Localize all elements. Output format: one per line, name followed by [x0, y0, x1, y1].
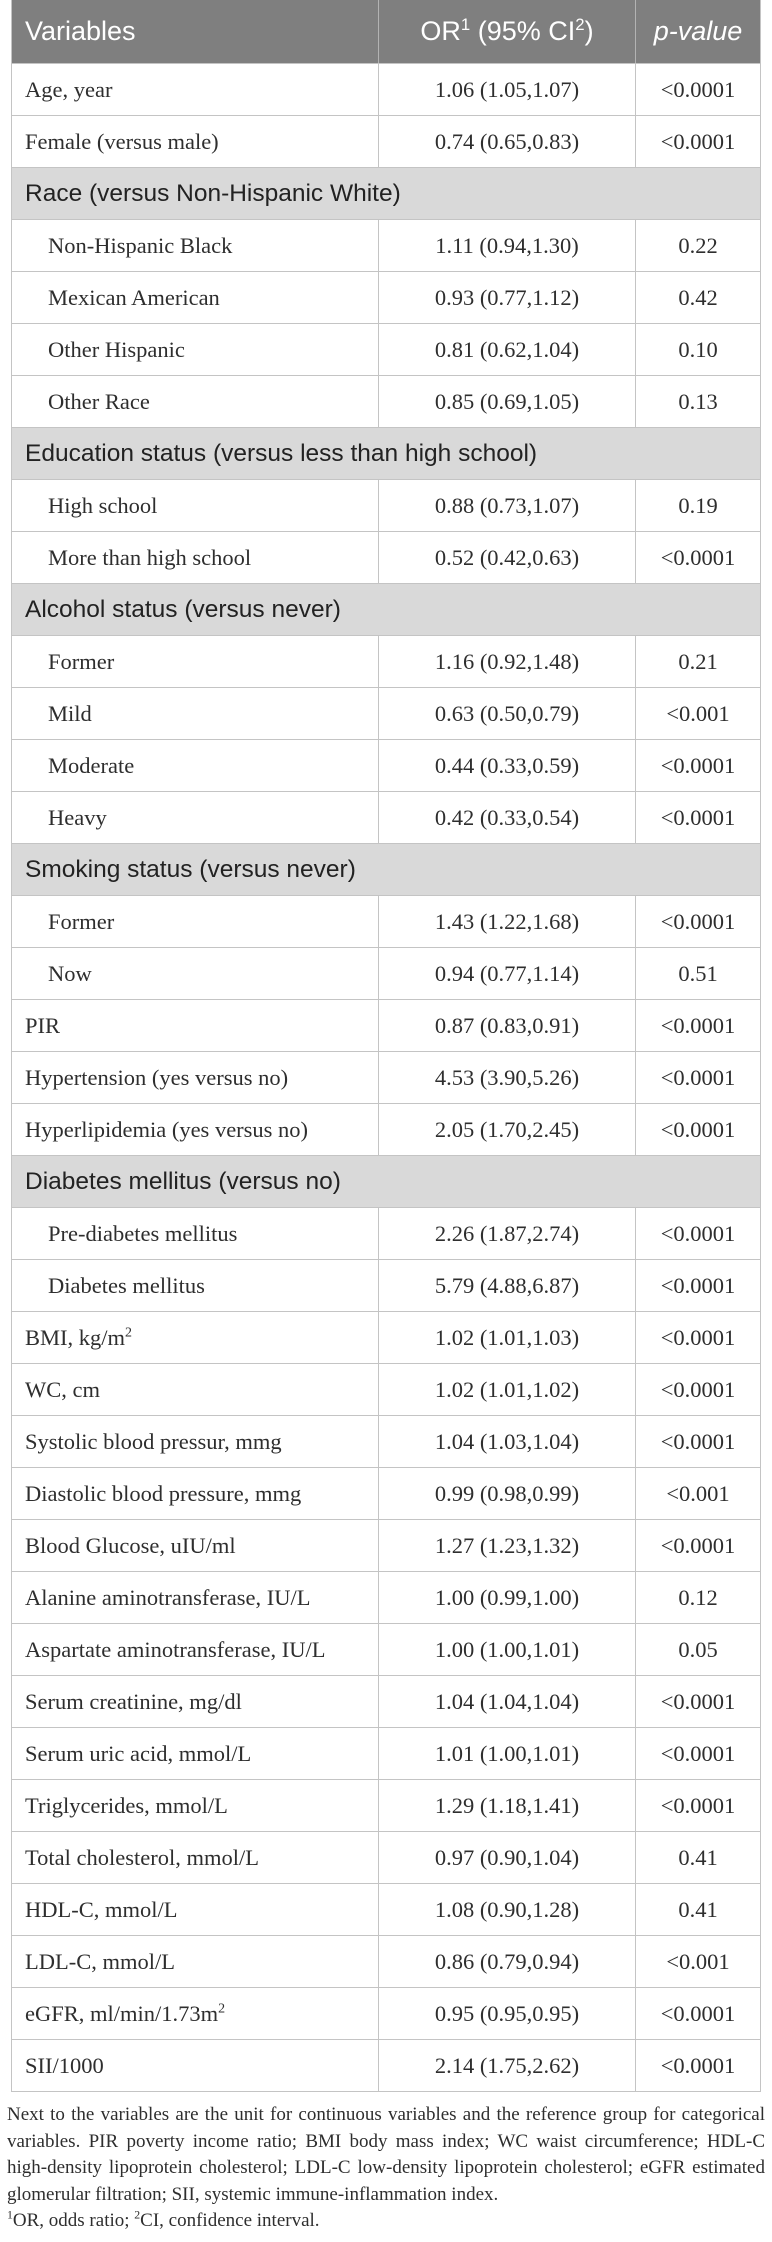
- table-row: [12, 1676, 760, 1728]
- table-row: [12, 376, 760, 428]
- row-p-value: <0.0001: [660, 76, 736, 102]
- header-or-footnote-mark: 1: [460, 15, 471, 34]
- table-row: [12, 1208, 760, 1260]
- header-ci-close: ): [584, 16, 594, 46]
- row-or-ci: 4.53 (3.90,5.26): [379, 1052, 636, 1103]
- section-label: Education status (versus less than high school): [25, 439, 538, 467]
- table-row: [12, 1572, 760, 1624]
- row-p-value: <0.0001: [660, 544, 736, 570]
- table-row: [12, 220, 760, 272]
- row-label: Non-Hispanic Black: [12, 220, 379, 271]
- row-label: Pre-diabetes mellitus: [12, 1208, 379, 1259]
- table-row: [12, 2040, 760, 2092]
- table-header: [12, 0, 760, 64]
- row-label: SII/1000: [12, 2040, 379, 2091]
- row-or-ci: 1.27 (1.23,1.32): [379, 1520, 636, 1571]
- row-p-value: <0.0001: [660, 1272, 736, 1298]
- header-variables: Variables: [12, 0, 379, 63]
- row-p-value: <0.0001: [660, 804, 736, 830]
- row-or-ci: 0.97 (0.90,1.04): [379, 1832, 636, 1883]
- row-or-ci: 1.16 (0.92,1.48): [379, 636, 636, 687]
- row-label: Aspartate aminotransferase, IU/L: [12, 1624, 379, 1675]
- row-or-ci: 0.93 (0.77,1.12): [379, 272, 636, 323]
- row-or-ci: 1.01 (1.00,1.01): [379, 1728, 636, 1779]
- row-p-value: <0.001: [666, 1948, 730, 1974]
- row-label-text: [25, 1325, 132, 1351]
- table-row: [12, 1728, 760, 1780]
- row-p-value: <0.0001: [660, 1012, 736, 1038]
- row-label: Other Hispanic: [12, 324, 379, 375]
- row-label: HDL-C, mmol/L: [12, 1884, 379, 1935]
- row-label: Total cholesterol, mmol/L: [12, 1832, 379, 1883]
- row-or-ci: 0.63 (0.50,0.79): [379, 688, 636, 739]
- row-p-value: 0.51: [678, 960, 718, 986]
- table-row: [12, 1000, 760, 1052]
- row-or-ci: 0.94 (0.77,1.14): [379, 948, 636, 999]
- table-row: [12, 1780, 760, 1832]
- table-row: [12, 1468, 760, 1520]
- row-or-ci: 1.08 (0.90,1.28): [379, 1884, 636, 1935]
- section-label: Diabetes mellitus (versus no): [25, 1167, 341, 1195]
- header-ci-footnote-mark: 2: [575, 15, 585, 34]
- row-p-value: <0.0001: [660, 1324, 736, 1350]
- row-p-value: 0.19: [678, 492, 718, 518]
- row-p-value: <0.0001: [660, 1220, 736, 1246]
- table-row: [12, 1260, 760, 1312]
- row-p-value: 0.41: [678, 1844, 718, 1870]
- row-or-ci: 1.02 (1.01,1.02): [379, 1364, 636, 1415]
- row-label: Alanine aminotransferase, IU/L: [12, 1572, 379, 1623]
- row-or-ci: 0.86 (0.79,0.94): [379, 1936, 636, 1987]
- row-label: Hypertension (yes versus no): [12, 1052, 379, 1103]
- table-row: [12, 1104, 760, 1156]
- row-or-ci: 1.00 (1.00,1.01): [379, 1624, 636, 1675]
- footnote-abbreviations: Next to the variables are the unit for continuous variables and the reference group for categorical variables. PIR poverty income ratio; BMI body mass index; WC waist circumference; HDL-C high-density lipoprotein cholesterol; LDL-C low-density lipoprotein cholesterol; eGFR estimated glomerular filtration; SII, systemic immune-inflammation index.: [7, 2104, 765, 2205]
- row-label: Other Race: [12, 376, 379, 427]
- row-p-value: <0.0001: [660, 1376, 736, 1402]
- table-row: [12, 792, 760, 844]
- row-p-value: <0.0001: [660, 1740, 736, 1766]
- row-label: Former: [12, 896, 379, 947]
- row-label: High school: [12, 480, 379, 531]
- row-p-value: <0.001: [666, 1480, 730, 1506]
- table-row: [12, 324, 760, 376]
- row-label: Former: [12, 636, 379, 687]
- table-row: [12, 532, 760, 584]
- table-row: [12, 480, 760, 532]
- header-or: OR: [420, 16, 461, 46]
- row-or-ci: 0.99 (0.98,0.99): [379, 1468, 636, 1519]
- row-or-ci: 1.06 (1.05,1.07): [379, 64, 636, 115]
- row-label: [12, 1312, 379, 1363]
- row-label-text: [25, 2001, 225, 2027]
- table-row: [12, 1624, 760, 1676]
- row-label-main: BMI, kg/m: [25, 1324, 126, 1350]
- footnote-definitions: [7, 2208, 765, 2235]
- row-p-value: <0.0001: [660, 1792, 736, 1818]
- row-or-ci: 0.52 (0.42,0.63): [379, 532, 636, 583]
- table-row: [12, 1052, 760, 1104]
- row-or-ci: 0.74 (0.65,0.83): [379, 116, 636, 167]
- row-label-main: eGFR, ml/min/1.73m: [25, 2000, 219, 2026]
- section-row-smoking: [12, 844, 760, 896]
- table-row: [12, 1832, 760, 1884]
- table-row: [12, 1312, 760, 1364]
- row-label: Age, year: [12, 64, 379, 115]
- row-label: WC, cm: [12, 1364, 379, 1415]
- row-p-value: 0.13: [678, 388, 718, 414]
- table-row: [12, 1884, 760, 1936]
- row-label: Triglycerides, mmol/L: [12, 1780, 379, 1831]
- row-label: Heavy: [12, 792, 379, 843]
- footnote-mark-2: 2: [134, 2208, 141, 2222]
- row-label: PIR: [12, 1000, 379, 1051]
- row-or-ci: 1.29 (1.18,1.41): [379, 1780, 636, 1831]
- row-or-ci: 5.79 (4.88,6.87): [379, 1260, 636, 1311]
- header-ci: (95% CI: [470, 16, 576, 46]
- header-or-ci-text: [420, 16, 593, 47]
- table-row: [12, 1364, 760, 1416]
- row-or-ci: 0.95 (0.95,0.95): [379, 1988, 636, 2039]
- row-p-value: <0.0001: [660, 2000, 736, 2026]
- row-label: Serum creatinine, mg/dl: [12, 1676, 379, 1727]
- row-label: Moderate: [12, 740, 379, 791]
- footnote-mark-1: 1: [7, 2208, 13, 2222]
- section-row-diabetes: [12, 1156, 760, 1208]
- section-label: Race (versus Non-Hispanic White): [25, 179, 401, 207]
- table-row: [12, 64, 760, 116]
- row-label: More than high school: [12, 532, 379, 583]
- row-or-ci: 0.87 (0.83,0.91): [379, 1000, 636, 1051]
- row-or-ci: 2.14 (1.75,2.62): [379, 2040, 636, 2091]
- table-row: [12, 1936, 760, 1988]
- table-footnote: [7, 2102, 765, 2235]
- row-label: [12, 1988, 379, 2039]
- row-or-ci: 0.88 (0.73,1.07): [379, 480, 636, 531]
- table-row: [12, 1520, 760, 1572]
- row-label: Mexican American: [12, 272, 379, 323]
- table-row: [12, 116, 760, 168]
- row-or-ci: 1.04 (1.03,1.04): [379, 1416, 636, 1467]
- table-row: [12, 636, 760, 688]
- row-p-value: <0.0001: [660, 908, 736, 934]
- section-label: Smoking status (versus never): [25, 855, 356, 883]
- table-row: [12, 1988, 760, 2040]
- row-label-superscript: 2: [125, 1325, 132, 1340]
- row-or-ci: 1.00 (0.99,1.00): [379, 1572, 636, 1623]
- table-row: [12, 272, 760, 324]
- row-label: LDL-C, mmol/L: [12, 1936, 379, 1987]
- section-row-education: [12, 428, 760, 480]
- row-p-value: <0.001: [666, 700, 730, 726]
- table-row: [12, 1416, 760, 1468]
- row-label: Systolic blood pressur, mmg: [12, 1416, 379, 1467]
- section-row-alcohol: [12, 584, 760, 636]
- table-row: [12, 896, 760, 948]
- row-label: Now: [12, 948, 379, 999]
- row-or-ci: 1.02 (1.01,1.03): [379, 1312, 636, 1363]
- row-p-value: 0.21: [678, 648, 718, 674]
- row-label-superscript: 2: [218, 2001, 226, 2016]
- section-row-race: [12, 168, 760, 220]
- row-p-value: 0.22: [678, 232, 718, 258]
- row-p-value: 0.41: [678, 1896, 718, 1922]
- row-label: Hyperlipidemia (yes versus no): [12, 1104, 379, 1155]
- table-row: [12, 688, 760, 740]
- row-p-value: <0.0001: [660, 128, 736, 154]
- table-row: [12, 948, 760, 1000]
- row-p-value: <0.0001: [660, 1532, 736, 1558]
- row-p-value: <0.0001: [660, 1064, 736, 1090]
- table-row: [12, 740, 760, 792]
- row-label: Diastolic blood pressure, mmg: [12, 1468, 379, 1519]
- row-label: Blood Glucose, uIU/ml: [12, 1520, 379, 1571]
- row-or-ci: 0.44 (0.33,0.59): [379, 740, 636, 791]
- row-p-value: <0.0001: [660, 752, 736, 778]
- row-or-ci: 1.43 (1.22,1.68): [379, 896, 636, 947]
- row-label: Mild: [12, 688, 379, 739]
- row-p-value: 0.12: [678, 1584, 718, 1610]
- row-or-ci: 1.11 (0.94,1.30): [379, 220, 636, 271]
- header-or-ci: [379, 0, 636, 63]
- row-p-value: <0.0001: [660, 2052, 736, 2078]
- row-label: Female (versus male): [12, 116, 379, 167]
- footnote-ci-definition: CI, confidence interval.: [140, 2210, 320, 2231]
- row-label: Serum uric acid, mmol/L: [12, 1728, 379, 1779]
- row-p-value: <0.0001: [660, 1688, 736, 1714]
- row-or-ci: 0.81 (0.62,1.04): [379, 324, 636, 375]
- row-p-value: <0.0001: [660, 1116, 736, 1142]
- row-or-ci: 2.26 (1.87,2.74): [379, 1208, 636, 1259]
- header-p-value: p-value: [653, 16, 743, 46]
- section-label: Alcohol status (versus never): [25, 595, 341, 623]
- row-p-value: 0.05: [678, 1636, 718, 1662]
- row-p-value: 0.10: [678, 336, 718, 362]
- footnote-or-definition: OR, odds ratio;: [12, 2210, 135, 2231]
- row-or-ci: 0.85 (0.69,1.05): [379, 376, 636, 427]
- row-p-value: <0.0001: [660, 1428, 736, 1454]
- row-p-value: 0.42: [678, 284, 718, 310]
- row-or-ci: 0.42 (0.33,0.54): [379, 792, 636, 843]
- row-or-ci: 2.05 (1.70,2.45): [379, 1104, 636, 1155]
- row-or-ci: 1.04 (1.04,1.04): [379, 1676, 636, 1727]
- row-label: Diabetes mellitus: [12, 1260, 379, 1311]
- results-table: [11, 0, 761, 2092]
